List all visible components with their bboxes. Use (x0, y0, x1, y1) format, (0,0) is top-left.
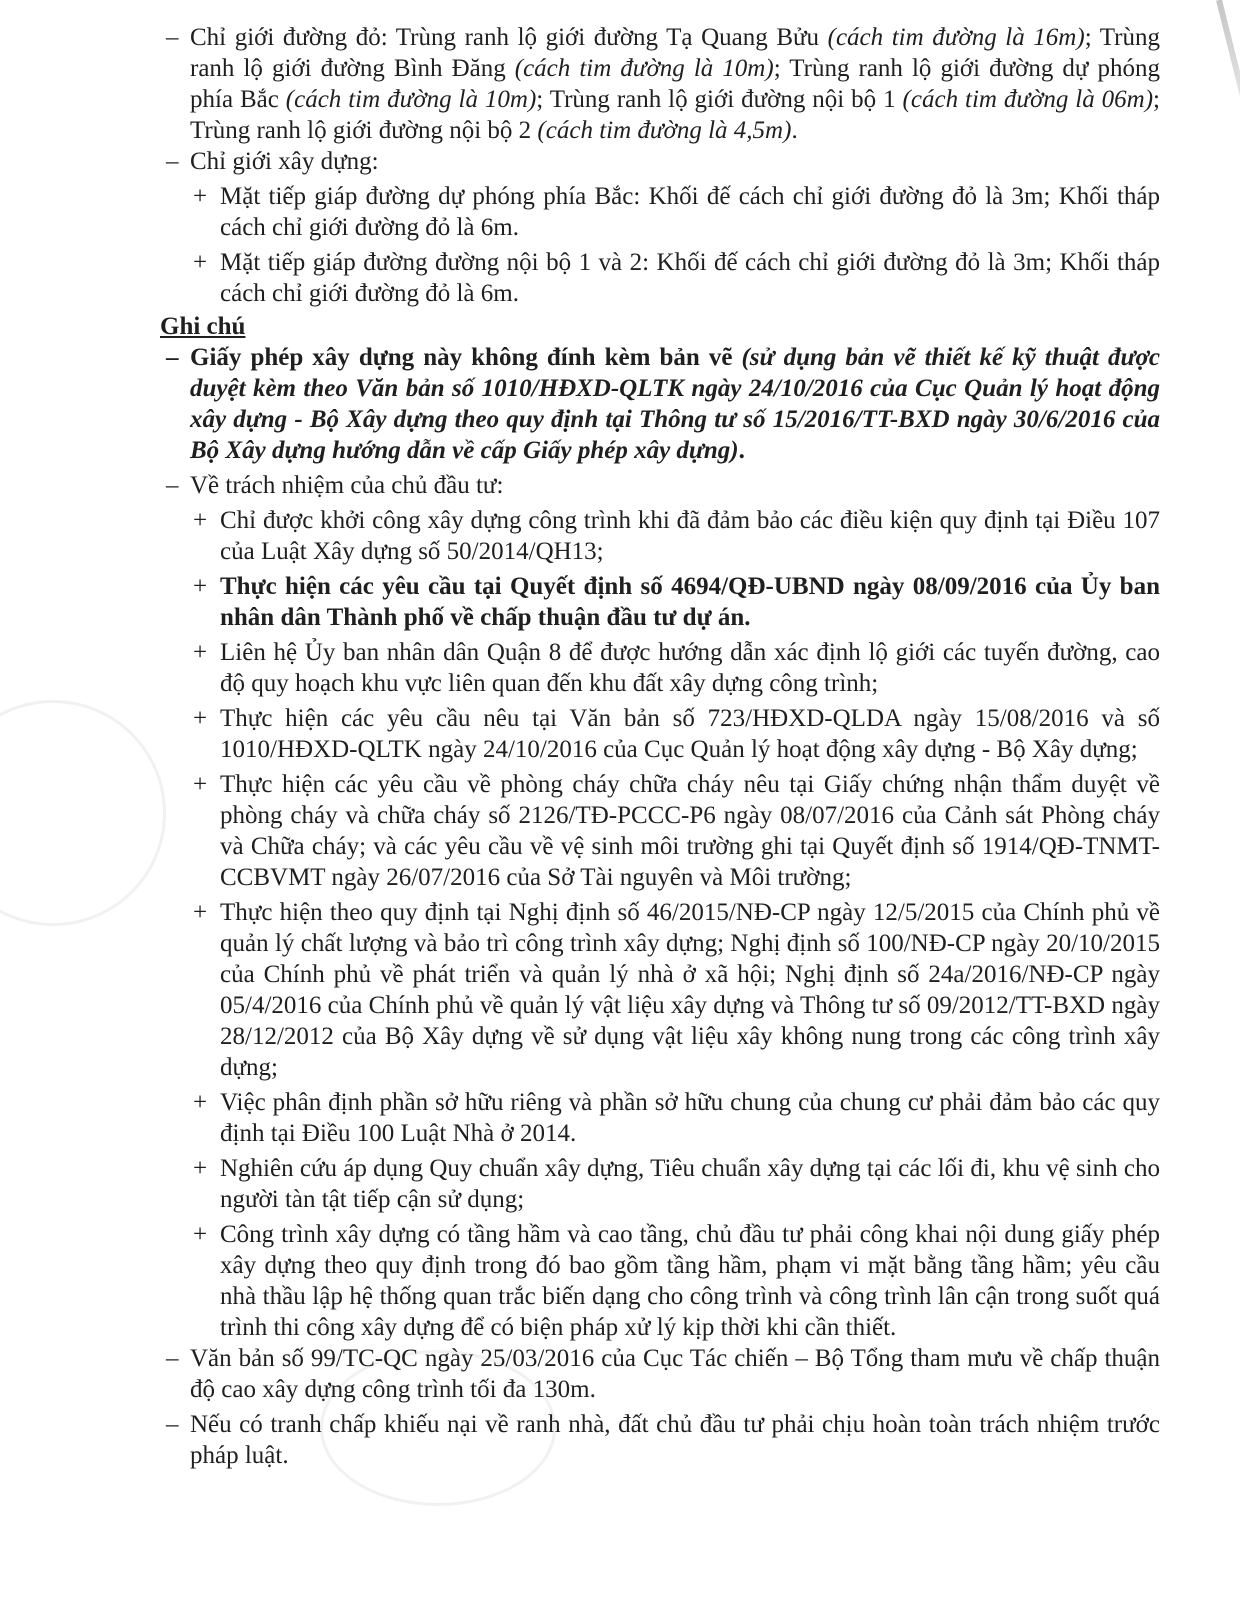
text-run: . (791, 117, 798, 144)
responsibility-item (160, 703, 1160, 765)
dash-bullet: – (166, 24, 179, 51)
faint-stamp-left (0, 700, 166, 926)
text-run: Thực hiện các yêu cầu về phòng cháy chữa cháy nêu tại Giấy chứng nhận thẩm duyệt về phòng cháy và chữa cháy số 2126/TĐ-PCCC-P6 ngày 08/07/2016 của Cảnh sát Phòng cháy và Chữa cháy; và các yêu cầu về vệ sinh môi trường ghi tại Quyết định số 1914/QĐ-TNMT-CCBVMT ngày 26/07/2016 của Sở Tài nguyên và Môi trường; (220, 771, 1160, 891)
text-run: Nếu có tranh chấp khiếu nại về ranh nhà, đất chủ đầu tư phải chịu hoàn toàn trách nhiệm trước pháp luật. (190, 1411, 1160, 1469)
text-run: Văn bản số 99/TC-QC ngày 25/03/2016 của Cục Tác chiến – Bộ Tổng tham mưu về chấp thuận độ cao xây dựng công trình tối đa 130m. (190, 1345, 1160, 1403)
plus-bullet: + (193, 249, 208, 276)
text-run: Về trách nhiệm của chủ đầu tư: (190, 472, 504, 499)
note-investor-responsibility (160, 470, 1160, 501)
dash-bullet: – (166, 1411, 179, 1438)
italic-run: (cách tim đường là 10m) (514, 55, 774, 82)
text-run: . (738, 437, 745, 464)
text-run: ; Trùng ranh lộ giới đường Bình Đăng (190, 24, 1160, 82)
text-run: Thực hiện theo quy định tại Nghị định số 46/2015/NĐ-CP ngày 12/5/2015 của Chính phủ về quản lý chất lượng và bảo trì công trình xây dựng; Nghị định số 100/NĐ-CP ngày 20/10/2015 của Chính phủ về phát triển và quản lý nhà ở xã hội; Nghị định số 24a/2016/NĐ-CP ngày 05/4/2016 của Chính phủ về quản lý vật liệu xây dựng và Thông tư số 09/2012/TT-BXD ngày 28/12/2012 của Bộ Xây dựng về sử dụng vật liệu xây không nung trong các công trình xây dựng; (220, 899, 1160, 1081)
text-run: Chỉ giới xây dựng: (190, 148, 379, 175)
responsibility-item (160, 897, 1160, 1083)
note-dispute-responsibility (160, 1409, 1160, 1471)
text-run: ; Trùng ranh lộ giới đường dự phóng phía Bắc (190, 55, 1160, 113)
plus-bullet: + (193, 1155, 208, 1182)
text-run: ; Trùng ranh lộ giới đường nội bộ 2 (190, 86, 1160, 144)
italic-run: (sử dụng bản vẽ thiết kế kỹ thuật được duyệt kèm theo Văn bản số 1010/HĐXD-QLTK ngày 24/10/2016 của Cục Quản lý hoạt động xây dựng - Bộ Xây dựng theo quy định tại Thông tư số 15/2016/TT-BXD ngày 30/6/2016 của Bộ Xây dựng hướng dẫn về cấp Giấy phép xây dựng) (190, 344, 1161, 464)
plus-bullet: + (193, 639, 208, 666)
construction-line-item-north (160, 181, 1160, 243)
note-no-drawing (160, 342, 1160, 466)
italic-run: (cách tim đường là 4,5m) (537, 117, 792, 144)
text-run: Chỉ giới đường đỏ: Trùng ranh lộ giới đường Tạ Quang Bửu (190, 24, 828, 51)
dash-bullet: – (166, 1345, 179, 1372)
text-run: Chỉ được khởi công xây dựng công trình khi đã đảm bảo các điều kiện quy định tại Điều 107 của Luật Xây dựng số 50/2014/QH13; (220, 507, 1160, 565)
plus-bullet: + (193, 573, 208, 600)
text-run: Mặt tiếp giáp đường đường nội bộ 1 và 2: Khối đế cách chỉ giới đường đỏ là 3m; Khối tháp cách chỉ giới đường đỏ là 6m. (220, 249, 1160, 307)
italic-run: (cách tim đường là 16m) (827, 24, 1085, 51)
responsibility-item (160, 505, 1160, 567)
responsibility-item (160, 1153, 1160, 1215)
italic-run: (cách tim đường là 10m) (285, 86, 537, 113)
notes-heading: Ghi chú (160, 313, 246, 340)
italic-run: (cách tim đường là 06m) (902, 86, 1154, 113)
text-run: Thực hiện các yêu cầu nêu tại Văn bản số 723/HĐXD-QLDA ngày 15/08/2016 và số 1010/HĐXD-QLTK ngày 24/10/2016 của Cục Quản lý hoạt động xây dựng - Bộ Xây dựng; (220, 705, 1160, 763)
responsibility-item (160, 1087, 1160, 1149)
construction-line-paragraph (160, 146, 1160, 177)
responsibility-item (160, 637, 1160, 699)
plus-bullet: + (193, 183, 208, 210)
text-run: Liên hệ Ủy ban nhân dân Quận 8 để được hướng dẫn xác định lộ giới các tuyến đường, cao độ quy hoạch khu vực liên quan đến khu đất xây dựng công trình; (220, 639, 1160, 697)
responsibility-item (160, 571, 1160, 633)
text-run: ; Trùng ranh lộ giới đường nội bộ 1 (536, 86, 903, 113)
dash-bullet: – (166, 472, 179, 499)
plus-bullet: + (193, 1221, 208, 1248)
construction-line-item-internal (160, 247, 1160, 309)
text-run: Mặt tiếp giáp đường dự phóng phía Bắc: Khối đế cách chỉ giới đường đỏ là 3m; Khối tháp cách chỉ giới đường đỏ là 6m. (220, 183, 1160, 241)
red-line-boundary-paragraph (160, 22, 1160, 146)
note-height-approval (160, 1343, 1160, 1405)
dash-bullet: – (166, 344, 179, 371)
dash-bullet: – (166, 148, 179, 175)
text-run: Việc phân định phần sở hữu riêng và phần sở hữu chung của chung cư phải đảm bảo các quy định tại Điều 100 Luật Nhà ở 2014. (220, 1089, 1160, 1147)
document-body (160, 22, 1160, 1471)
responsibility-item (160, 769, 1160, 893)
plus-bullet: + (193, 507, 208, 534)
text-run: Công trình xây dựng có tầng hầm và cao tầng, chủ đầu tư phải công khai nội dung giấy phép xây dựng theo quy định trong đó bao gồm tầng hầm, phạm vi mặt bằng tầng hầm; yêu cầu nhà thầu lập hệ thống quan trắc biến dạng cho công trình và công trình lân cận trong suốt quá trình thi công xây dựng để có biện pháp xử lý kịp thời khi cần thiết. (220, 1221, 1160, 1341)
plus-bullet: + (193, 771, 208, 798)
plus-bullet: + (193, 899, 208, 926)
text-run: Nghiên cứu áp dụng Quy chuẩn xây dựng, Tiêu chuẩn xây dựng tại các lối đi, khu vệ sinh cho người tàn tật tiếp cận sử dụng; (220, 1155, 1160, 1213)
text-run: Giấy phép xây dựng này không đính kèm bản vẽ (190, 344, 742, 371)
text-run: Thực hiện các yêu cầu tại Quyết định số 4694/QĐ-UBND ngày 08/09/2016 của Ủy ban nhân dân Thành phố về chấp thuận đầu tư dự án. (220, 573, 1160, 631)
scan-edge-artifact (1216, 0, 1240, 185)
plus-bullet: + (193, 1089, 208, 1116)
plus-bullet: + (193, 705, 208, 732)
responsibility-item (160, 1219, 1160, 1343)
